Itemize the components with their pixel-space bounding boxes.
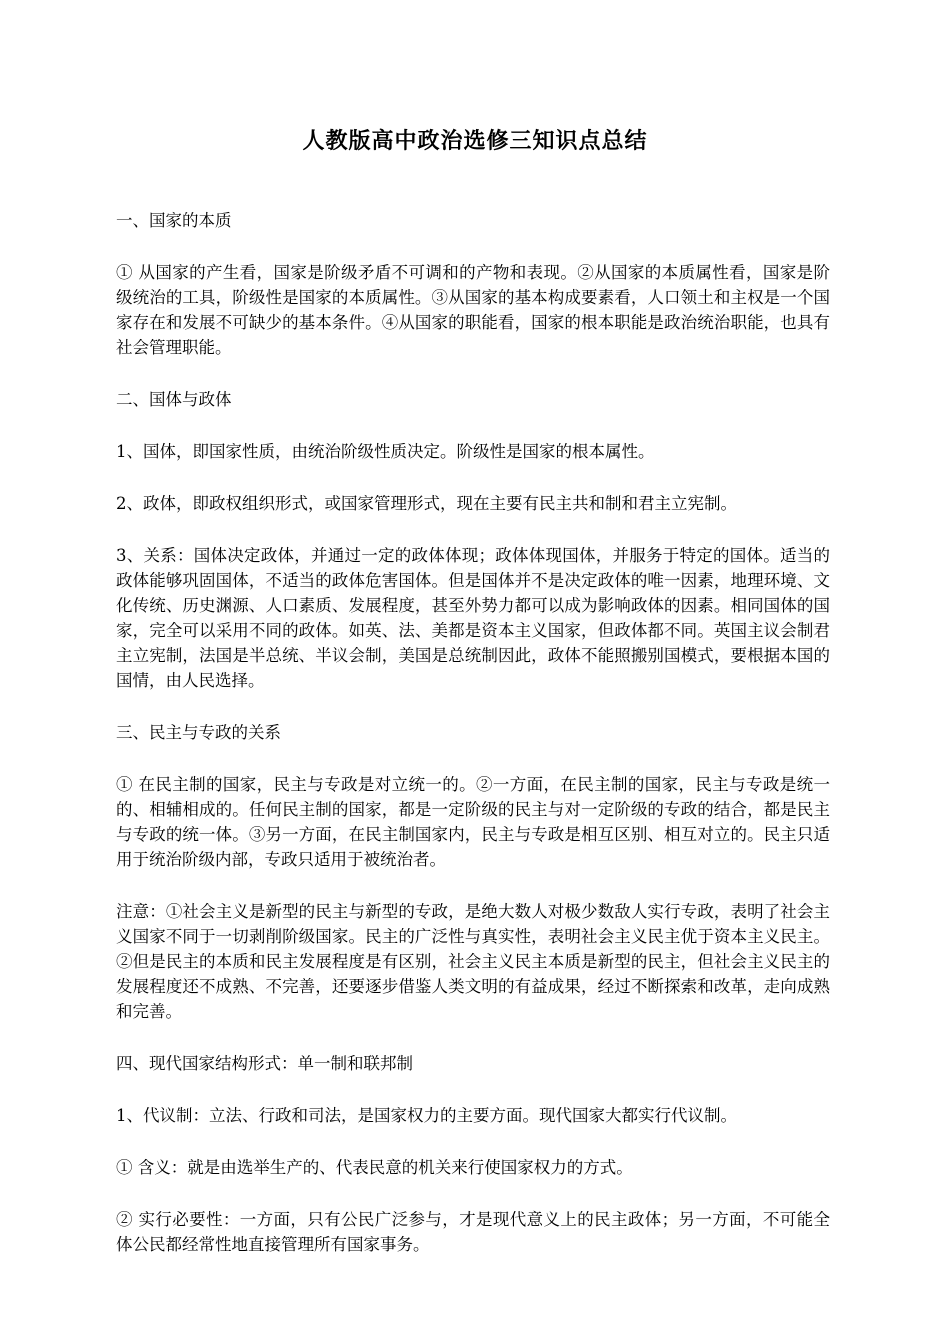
paragraph: ② 实行必要性：一方面，只有公民广泛参与，才是现代意义上的民主政体；另一方面，不可能全体公民都经常性地直接管理所有国家事务。 [116, 1210, 830, 1254]
paragraph: ① 从国家的产生看，国家是阶级矛盾不可调和的产物和表现。②从国家的本质属性看，国家是阶级统治的工具，阶级性是国家的本质属性。③从国家的基本构成要素看，人口领土和主权是一个国家存在和发展不可缺少的基本条件。④从国家的职能看，国家的根本职能是政治统治职能，也具有社会管理职能。 [116, 263, 830, 357]
paragraph: ① 含义：就是由选举生产的、代表民意的机关来行使国家权力的方式。 [116, 1158, 633, 1177]
section-heading-1: 一、国家的本质 [116, 211, 232, 230]
section-heading-2: 二、国体与政体 [116, 390, 232, 409]
paragraph: 3、关系：国体决定政体，并通过一定的政体体现；政体体现国体，并服务于特定的国体。适当的政体能够巩固国体，不适当的政体危害国体。但是国体并不是决定政体的唯一因素，地理环境、文化传统、历史渊源、人口素质、发展程度，甚至外势力都可以成为影响政体的因素。相同国体的国家，完全可以采用不同的政体。如英、法、美都是资本主义国家，但政体都不同。英国主议会制君主立宪制，法国是半总统、半议会制，美国是总统制因此，政体不能照搬别国模式，要根据本国的国情，由人民选择。 [116, 546, 830, 690]
paragraph: 2、政体，即政权组织形式，或国家管理形式，现在主要有民主共和制和君主立宪制。 [116, 494, 737, 513]
paragraph: ① 在民主制的国家，民主与专政是对立统一的。②一方面，在民主制的国家，民主与专政是统一的、相辅相成的。任何民主制的国家，都是一定阶级的民主与对一定阶级的专政的结合，都是民主与专政的统一体。③另一方面，在民主制国家内，民主与专政是相互区别、相互对立的。民主只适用于统治阶级内部，专政只适用于被统治者。 [116, 775, 830, 869]
paragraph: 1、代议制：立法、行政和司法，是国家权力的主要方面。现代国家大都实行代议制。 [116, 1106, 737, 1125]
document-title: 人教版高中政治选修三知识点总结 [302, 128, 648, 154]
section-heading-4: 四、现代国家结构形式：单一制和联邦制 [116, 1054, 413, 1073]
section-heading-3: 三、民主与专政的关系 [116, 723, 281, 742]
paragraph: 注意：①社会主义是新型的民主与新型的专政，是绝大数人对极少数敌人实行专政，表明了社会主义国家不同于一切剥削阶级国家。民主的广泛性与真实性，表明社会主义民主优于资本主义民主。②但是民主的本质和民主发展程度是有区别，社会主义民主本质是新型的民主，但社会主义民主的发展程度还不成熟、不完善，还要逐步借鉴人类文明的有益成果，经过不断探索和改革，走向成熟和完善。 [116, 902, 830, 1021]
document-body [116, 208, 830, 1284]
paragraph: 1、国体，即国家性质，由统治阶级性质决定。阶级性是国家的根本属性。 [116, 442, 655, 461]
